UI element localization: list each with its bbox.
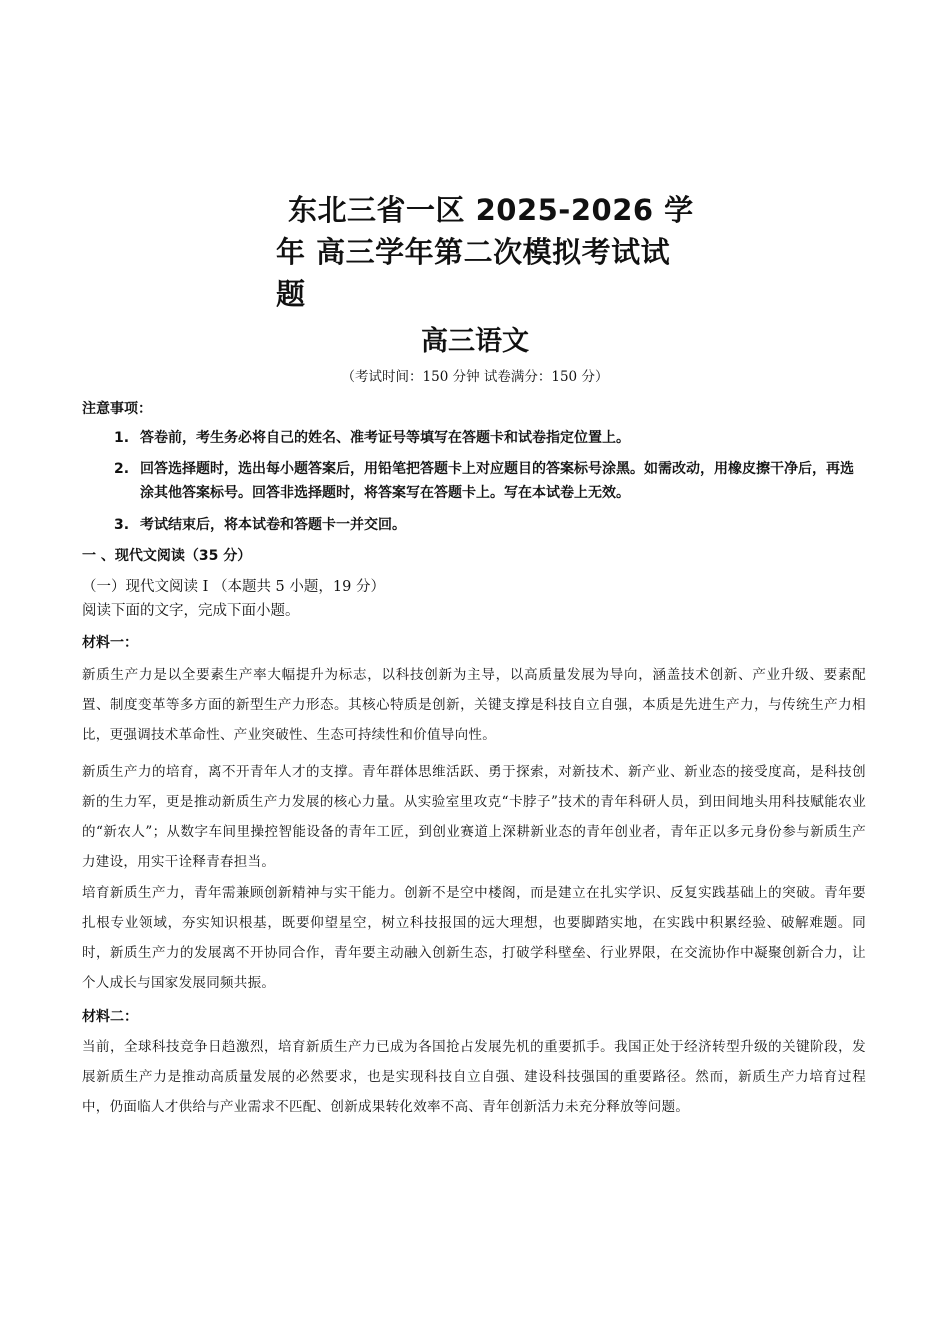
material-one-heading: 材料一： xyxy=(82,635,138,651)
material-one-paragraph: 新质生产力的培育，离不开青年人才的支撑。青年群体思维活跃、勇于探索，对新技术、新产业、新业态的接受度高，是科技创新的生力军，更是推动新质生产力发展的核心力量。从实验室里攻克“卡脖子”技术的青年科研人员，到田间地头用科技赋能农业的“新农人”；从数字车间里操控智能设备的青年工匠，到创业赛道上深耕新业态的青年创业者，青年正以多元身份参与新质生产力建设，用实干诠释青春担当。 xyxy=(82,764,866,870)
material-one-paragraph: 培育新质生产力，青年需兼顾创新精神与实干能力。创新不是空中楼阁，而是建立在扎实学识、反复实践基础上的突破。青年要扎根专业领域，夯实知识根基，既要仰望星空，树立科技报国的远大理想，也要脚踏实地，在实践中积累经验、破解难题。同时，新质生产力的发展离不开协同合作，青年要主动融入创新生态，打破学科壁垒、行业界限，在交流协作中凝聚创新合力，让个人成长与国家发展同频共振。 xyxy=(82,885,866,991)
notice-item xyxy=(114,513,864,537)
notice-item-text: 回答选择题时，选出每小题答案后，用铅笔把答题卡上对应题目的答案标号涂黑。如需改动，用橡皮擦干净后，再选涂其他答案标号。回答非选择题时，将答案写在答题卡上。写在本试卷上无效。 xyxy=(140,461,854,501)
sub-section-heading: （一）现代文阅读 I （本题共 5 小题，19 分）阅读下面的文字，完成下面小题。 xyxy=(82,579,385,619)
exam-info: （考试时间：150 分钟 试卷满分：150 分） xyxy=(341,369,609,385)
material-two-heading: 材料二： xyxy=(82,1009,138,1025)
notice-item-number: 3. xyxy=(114,517,130,533)
notice-item-text: 答卷前，考生务必将自己的姓名、准考证号等填写在答题卡和试卷指定位置上。 xyxy=(140,430,630,446)
notice-item xyxy=(114,457,864,505)
subject-title: 高三语文 xyxy=(421,326,529,357)
notice-item-text: 考试结束后，将本试卷和答题卡一并交回。 xyxy=(140,517,406,533)
notice-heading: 注意事项： xyxy=(82,401,152,417)
notice-item-number: 2. xyxy=(114,461,130,477)
exam-title-line-1: 东北三省一区 2025-2026 学 xyxy=(288,193,694,227)
material-one-paragraph: 新质生产力是以全要素生产率大幅提升为标志，以科技创新为主导，以高质量发展为导向，涵盖技术创新、产业升级、要素配置、制度变革等多方面的新型生产力形态。其核心特质是创新，关键支撑是科技自立自强，本质是先进生产力，与传统生产力相比，更强调技术革命性、产业突破性、生态可持续性和价值导向性。 xyxy=(82,667,866,743)
exam-title-line-2: 年 高三学年第二次模拟考试试 xyxy=(276,235,671,269)
notice-item-number: 1. xyxy=(114,430,130,446)
material-two-paragraph: 当前，全球科技竞争日趋激烈，培育新质生产力已成为各国抢占发展先机的重要抓手。我国正处于经济转型升级的关键阶段，发展新质生产力是推动高质量发展的必然要求，也是实现科技自立自强、建设科技强国的重要路径。然而，新质生产力培育过程中，仍面临人才供给与产业需求不匹配、创新成果转化效率不高、青年创新活力未充分释放等问题。 xyxy=(82,1039,866,1115)
section-heading: 一 、现代文阅读（35 分） xyxy=(82,548,252,564)
exam-title-line-3: 题 xyxy=(276,277,306,311)
notice-item xyxy=(114,426,864,450)
